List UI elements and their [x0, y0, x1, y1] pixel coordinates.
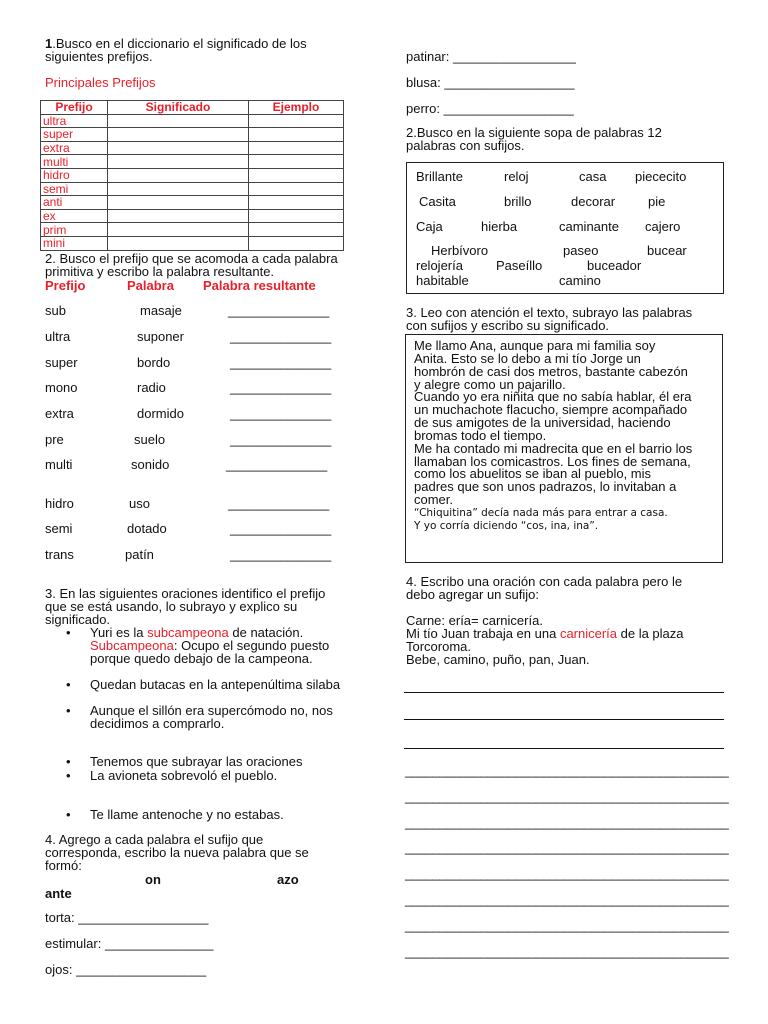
section-4-line-1: 4. Agrego a cada palabra el sufijo que: [45, 832, 264, 847]
meaning-cell[interactable]: [108, 168, 249, 182]
text-line: Anita. Esto se lo debo a mi tío Jorge un: [414, 350, 641, 366]
answer-blank[interactable]: _______________________________________________: [405, 815, 729, 830]
s2-row-prefix: pre: [45, 432, 64, 447]
soup-word: brillo: [504, 194, 532, 209]
text-line: y alegre como un pajarillo.: [414, 376, 566, 392]
soup-word: relojería: [416, 258, 463, 273]
s2-row-blank[interactable]: ______________: [230, 355, 332, 370]
soup-word: Brillante: [416, 169, 463, 184]
soup-word: piececito: [635, 169, 687, 184]
s2-row-prefix: extra: [45, 406, 74, 421]
section-3-line-2: que se está usando, lo subrayo y explico su: [45, 599, 298, 614]
table-row: [41, 168, 344, 182]
s2-row-word: dotado: [127, 521, 167, 536]
fill-item: [45, 910, 208, 925]
suffix-label: azo: [277, 872, 299, 887]
s2-row-blank[interactable]: ______________: [230, 406, 332, 421]
section-1-text-a: .Busco en el diccionario el significado de los: [52, 36, 307, 51]
explanation-text: [90, 639, 329, 665]
soup-word: hierba: [481, 219, 518, 234]
suffix-label: on: [145, 872, 161, 887]
word-list: Bebe, camino, puño, pan, Juan.: [406, 652, 590, 667]
table-row: [41, 236, 344, 250]
highlighted-word: carnicería: [559, 626, 618, 641]
prefix-cell: prim: [41, 223, 108, 237]
example-cell[interactable]: [249, 223, 344, 237]
text-line: de sus amigotes de la universidad, haciendo: [414, 415, 671, 431]
text-line: un muchachote flacucho, siempre acompañado: [414, 402, 688, 418]
section-4-line-3: formó:: [45, 858, 82, 873]
example-line: Torcoroma.: [406, 639, 472, 654]
answer-line[interactable]: [404, 748, 724, 749]
section-3-line-3: significado.: [45, 612, 111, 627]
soup-word: casa: [579, 169, 607, 184]
fill-blank[interactable]: __________________: [443, 101, 574, 116]
s2-row-word: uso: [129, 496, 150, 511]
answer-blank[interactable]: _______________________________________________: [405, 840, 729, 855]
fill-word: ojos:: [45, 962, 77, 977]
s2-row-blank[interactable]: ______________: [230, 380, 332, 395]
prefix-cell: ex: [41, 209, 108, 223]
prefix-cell: hidro: [41, 168, 108, 182]
table-row: [41, 223, 344, 237]
s2-row-prefix: trans: [45, 547, 74, 562]
answer-blank[interactable]: _______________________________________________: [405, 789, 729, 804]
text-line: hombrón de casi dos metros, bastante cabezón: [414, 363, 688, 379]
example-line: Carne: ería= carnicería.: [406, 613, 543, 628]
example-cell[interactable]: [249, 168, 344, 182]
table-row: [41, 182, 344, 196]
answer-line[interactable]: [404, 719, 724, 720]
meaning-cell[interactable]: [108, 223, 249, 237]
table-row: [41, 128, 344, 142]
prefix-cell: ultra: [41, 114, 108, 128]
text-line: llamaban los comicastros. Los fines de semana,: [414, 453, 691, 469]
answer-line[interactable]: [404, 692, 724, 693]
section-2-line-1: 2. Busco el prefijo que se acomoda a cada palabra: [45, 251, 338, 266]
fill-word: torta:: [45, 910, 79, 925]
reading-text: [414, 340, 692, 533]
list-item: • Quedan butacas en la antepenúltima silaba: [90, 678, 340, 691]
suffix-label: ante: [45, 886, 72, 901]
text-line: como los abuelitos se iban al pueblo, mis: [414, 466, 652, 482]
s2-row-blank[interactable]: ______________: [228, 496, 330, 511]
fill-word: patinar:: [406, 49, 453, 64]
s2-row-word: sonido: [131, 457, 170, 472]
example-line: Mi tío Juan trabaja en una: [406, 626, 560, 641]
explanation-line: : Ocupo el segundo puesto: [173, 638, 330, 653]
highlighted-word: subcampeona: [147, 625, 229, 640]
example-cell[interactable]: [249, 196, 344, 210]
s2-row-prefix: super: [45, 355, 78, 370]
example-block: [406, 614, 684, 666]
fill-item: [406, 75, 574, 90]
section-4-line-2: corresponda, escribo la nueva palabra que se: [45, 845, 309, 860]
example-cell[interactable]: [249, 155, 344, 169]
fill-blank[interactable]: __________________: [78, 910, 209, 925]
right-section-2-line-2: palabras con sufijos.: [406, 138, 525, 153]
right-section-3-instruction: [406, 306, 692, 332]
soup-word: Casita: [419, 194, 456, 209]
prefix-cell: mini: [41, 236, 108, 250]
prefix-table-title: Principales Prefijos: [45, 75, 156, 90]
soup-word: camino: [559, 273, 601, 288]
right-section-4-line-1: 4. Escribo una oración con cada palabra pero le: [406, 574, 683, 589]
answer-blank[interactable]: _______________________________________________: [405, 918, 729, 933]
explanation-line: porque quedo debajo de la campeona.: [90, 651, 313, 666]
prefix-cell: extra: [41, 141, 108, 155]
s2-row-word: suelo: [134, 432, 166, 447]
text-line: bromas todo el tiempo.: [414, 427, 547, 443]
table-row: [41, 209, 344, 223]
fill-blank[interactable]: __________________: [444, 75, 575, 90]
soup-word: paseo: [563, 243, 599, 258]
s2-row-blank[interactable]: ______________: [230, 432, 332, 447]
prefix-cell: super: [41, 128, 108, 142]
meaning-cell[interactable]: [108, 141, 249, 155]
sentence-text: de natación.: [228, 625, 304, 640]
list-item: • Tenemos que subrayar las oraciones: [90, 755, 302, 768]
right-section-4-instruction: [406, 575, 682, 601]
prefix-cell: multi: [41, 155, 108, 169]
soup-word: reloj: [504, 169, 529, 184]
highlighted-word: Subcampeona: [90, 638, 174, 653]
text-line: Me ha contado mi madrecita que en el barrio los: [414, 440, 693, 456]
sentence-line: decidimos a comprarlo.: [90, 716, 225, 731]
section-3-instruction: [45, 587, 325, 626]
soup-word: buceador: [587, 258, 642, 273]
right-section-4-line-2: debo agregar un sufijo:: [406, 587, 539, 602]
fill-word: perro:: [406, 101, 444, 116]
fill-item: [45, 936, 213, 951]
example-cell[interactable]: [249, 128, 344, 142]
fill-word: blusa:: [406, 75, 445, 90]
reading-text-box: [405, 334, 723, 563]
text-line: Cuando yo era niñita que no sabía hablar, él era: [414, 389, 692, 405]
meaning-cell[interactable]: [108, 128, 249, 142]
example-line: de la plaza: [617, 626, 684, 641]
s2-row-word: suponer: [137, 329, 184, 344]
example-cell[interactable]: [249, 141, 344, 155]
s2-row-blank[interactable]: ______________: [230, 329, 332, 344]
fill-blank[interactable]: _________________: [452, 49, 576, 64]
fill-item: [406, 101, 574, 116]
soup-word: decorar: [571, 194, 616, 209]
answer-blank[interactable]: _______________________________________________: [405, 866, 729, 881]
table-row: [41, 141, 344, 155]
section-1-text-b: siguientes prefijos.: [45, 49, 153, 64]
example-cell[interactable]: [249, 182, 344, 196]
s2-row-blank[interactable]: ______________: [226, 457, 328, 472]
list-item: • La avioneta sobrevoló el pueblo.: [90, 769, 277, 782]
example-cell[interactable]: [249, 236, 344, 250]
s2-row-word: patín: [125, 547, 154, 562]
s2-header-prefix: Prefijo: [45, 278, 86, 293]
soup-word: caminante: [559, 219, 619, 234]
text-line: Me llamo Ana, aunque para mi familia soy: [414, 338, 656, 353]
soup-word: cajero: [645, 219, 681, 234]
meaning-cell[interactable]: [108, 182, 249, 196]
fill-blank[interactable]: _______________: [104, 936, 214, 951]
table-row: [41, 155, 344, 169]
soup-word: habitable: [416, 273, 469, 288]
fill-word: estimular:: [45, 936, 105, 951]
s2-row-word: radio: [137, 380, 166, 395]
answer-blank[interactable]: _______________________________________________: [405, 892, 729, 907]
section-4-instruction: [45, 833, 309, 872]
prefix-table: [40, 100, 344, 251]
s2-row-word: dormido: [137, 406, 184, 421]
sentence-line: • Aunque el sillón era supercómodo no, nos: [90, 703, 333, 718]
section-2-instruction: [45, 252, 338, 278]
soup-word: pie: [648, 194, 666, 209]
s2-header-result: Palabra resultante: [203, 278, 316, 293]
answer-blank[interactable]: _______________________________________________: [405, 763, 729, 778]
prefix-cell: semi: [41, 182, 108, 196]
right-section-3-line-2: con sufijos y escribo su significado.: [406, 318, 610, 333]
s2-row-word: masaje: [140, 303, 182, 318]
soup-word: bucear: [647, 243, 687, 258]
text-line: comer.: [414, 492, 454, 508]
soup-word: Paseíllo: [496, 258, 543, 273]
fill-item: [45, 962, 206, 977]
right-section-3-line-1: 3. Leo con atención el texto, subrayo las palabras: [406, 305, 693, 320]
text-line: padres que son unos padrazos, lo invitaban a: [414, 479, 677, 495]
section-1-instruction: [45, 37, 307, 63]
s2-row-word: bordo: [137, 355, 171, 370]
table-header-example: Ejemplo: [249, 101, 344, 115]
example-cell[interactable]: [249, 209, 344, 223]
s2-row-prefix: semi: [45, 521, 73, 536]
word-soup-box: [406, 162, 724, 294]
example-cell[interactable]: [249, 114, 344, 128]
right-section-2-instruction: [406, 126, 662, 152]
section-1-number: 1: [45, 36, 53, 51]
table-row: [41, 114, 344, 128]
sentence-text: Yuri es la: [90, 625, 148, 640]
soup-word: Caja: [416, 219, 443, 234]
section-3-line-1: 3. En las siguientes oraciones identifico el prefijo: [45, 586, 326, 601]
meaning-cell[interactable]: [108, 209, 249, 223]
prefix-cell: anti: [41, 196, 108, 210]
text-line-small: “Chiquitina” decía nada más para entrar a casa.: [414, 506, 668, 519]
fill-blank[interactable]: __________________: [76, 962, 207, 977]
meaning-cell[interactable]: [108, 196, 249, 210]
list-item: [90, 704, 333, 730]
meaning-cell[interactable]: [108, 114, 249, 128]
list-item: • Te llame antenoche y no estabas.: [90, 808, 284, 821]
table-header-prefix: Prefijo: [41, 101, 108, 115]
s2-header-word: Palabra: [127, 278, 174, 293]
s2-row-blank[interactable]: ______________: [230, 547, 332, 562]
s2-row-blank[interactable]: ______________: [230, 521, 332, 536]
s2-row-prefix: sub: [45, 303, 66, 318]
s2-row-blank[interactable]: ______________: [228, 303, 330, 318]
answer-blank[interactable]: _______________________________________________: [405, 944, 729, 959]
section-2-line-2: primitiva y escribo la palabra resultante.: [45, 264, 275, 279]
s2-row-prefix: mono: [45, 380, 78, 395]
table-row: [41, 196, 344, 210]
s2-row-prefix: ultra: [45, 329, 71, 344]
fill-item: [406, 49, 576, 64]
meaning-cell[interactable]: [108, 155, 249, 169]
s2-row-prefix: multi: [45, 457, 73, 472]
soup-word: Herbívoro: [431, 243, 489, 258]
text-line-small: Y yo corría diciendo “cos, ina, ina”.: [414, 519, 599, 532]
right-section-2-line-1: 2.Busco en la siguiente sopa de palabras 12: [406, 125, 662, 140]
meaning-cell[interactable]: [108, 236, 249, 250]
table-header-meaning: Significado: [108, 101, 249, 115]
s2-row-prefix: hidro: [45, 496, 74, 511]
